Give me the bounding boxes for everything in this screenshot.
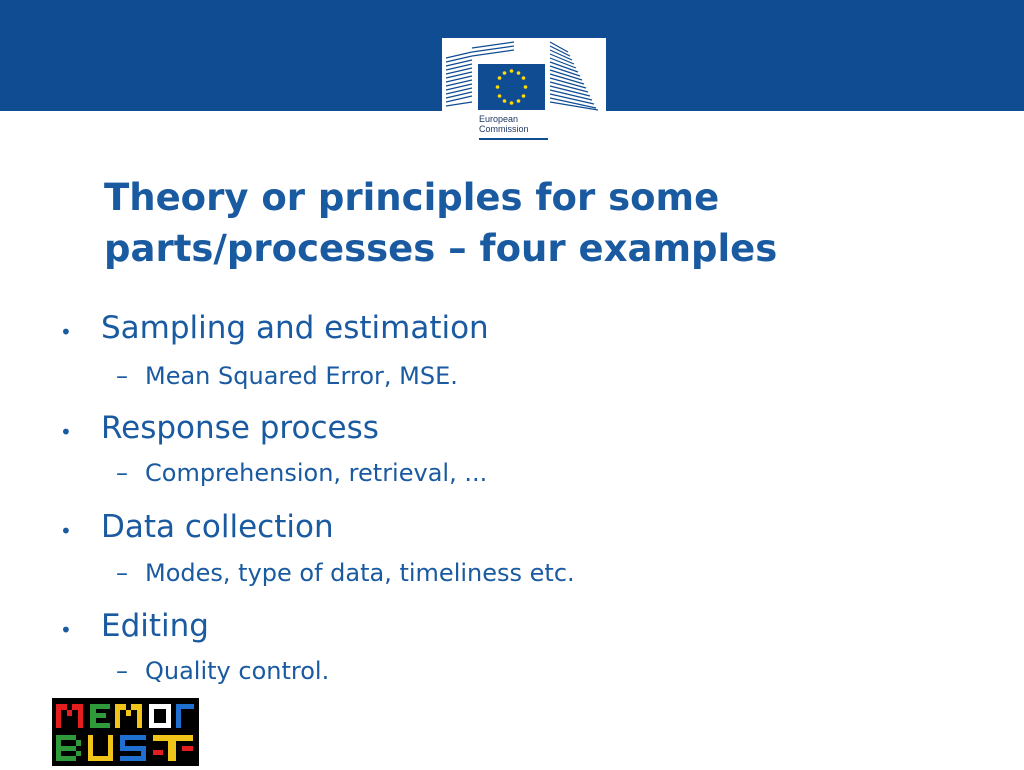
sub-bullet-marker: – bbox=[116, 362, 128, 390]
sub-bullet-marker: – bbox=[116, 459, 128, 487]
bullet-item: Editing bbox=[101, 608, 209, 644]
bullet-marker: • bbox=[60, 618, 72, 642]
sub-bullet-item: Modes, type of data, timeliness etc. bbox=[145, 559, 575, 587]
sub-bullet-item: Comprehension, retrieval, ... bbox=[145, 459, 488, 487]
sub-bullet-item: Mean Squared Error, MSE. bbox=[145, 362, 458, 390]
slide-title-line2: parts/processes – four examples bbox=[104, 227, 778, 270]
bullet-marker: • bbox=[60, 519, 72, 543]
sub-bullet-marker: – bbox=[116, 559, 128, 587]
bullet-marker: • bbox=[60, 420, 72, 444]
bullet-item: Data collection bbox=[101, 509, 334, 545]
logo-text-line2: Commission bbox=[479, 124, 529, 134]
bullet-marker: • bbox=[60, 320, 72, 344]
slide-title-line1: Theory or principles for some bbox=[104, 176, 720, 219]
sub-bullet-item: Quality control. bbox=[145, 657, 330, 685]
bullet-item: Sampling and estimation bbox=[101, 310, 489, 346]
bullet-item: Response process bbox=[101, 410, 379, 446]
sub-bullet-marker: – bbox=[116, 657, 128, 685]
memobust-logo bbox=[52, 698, 199, 766]
memobust-pixel-logo-icon bbox=[52, 698, 199, 766]
logo-text-line1: European bbox=[479, 114, 519, 124]
